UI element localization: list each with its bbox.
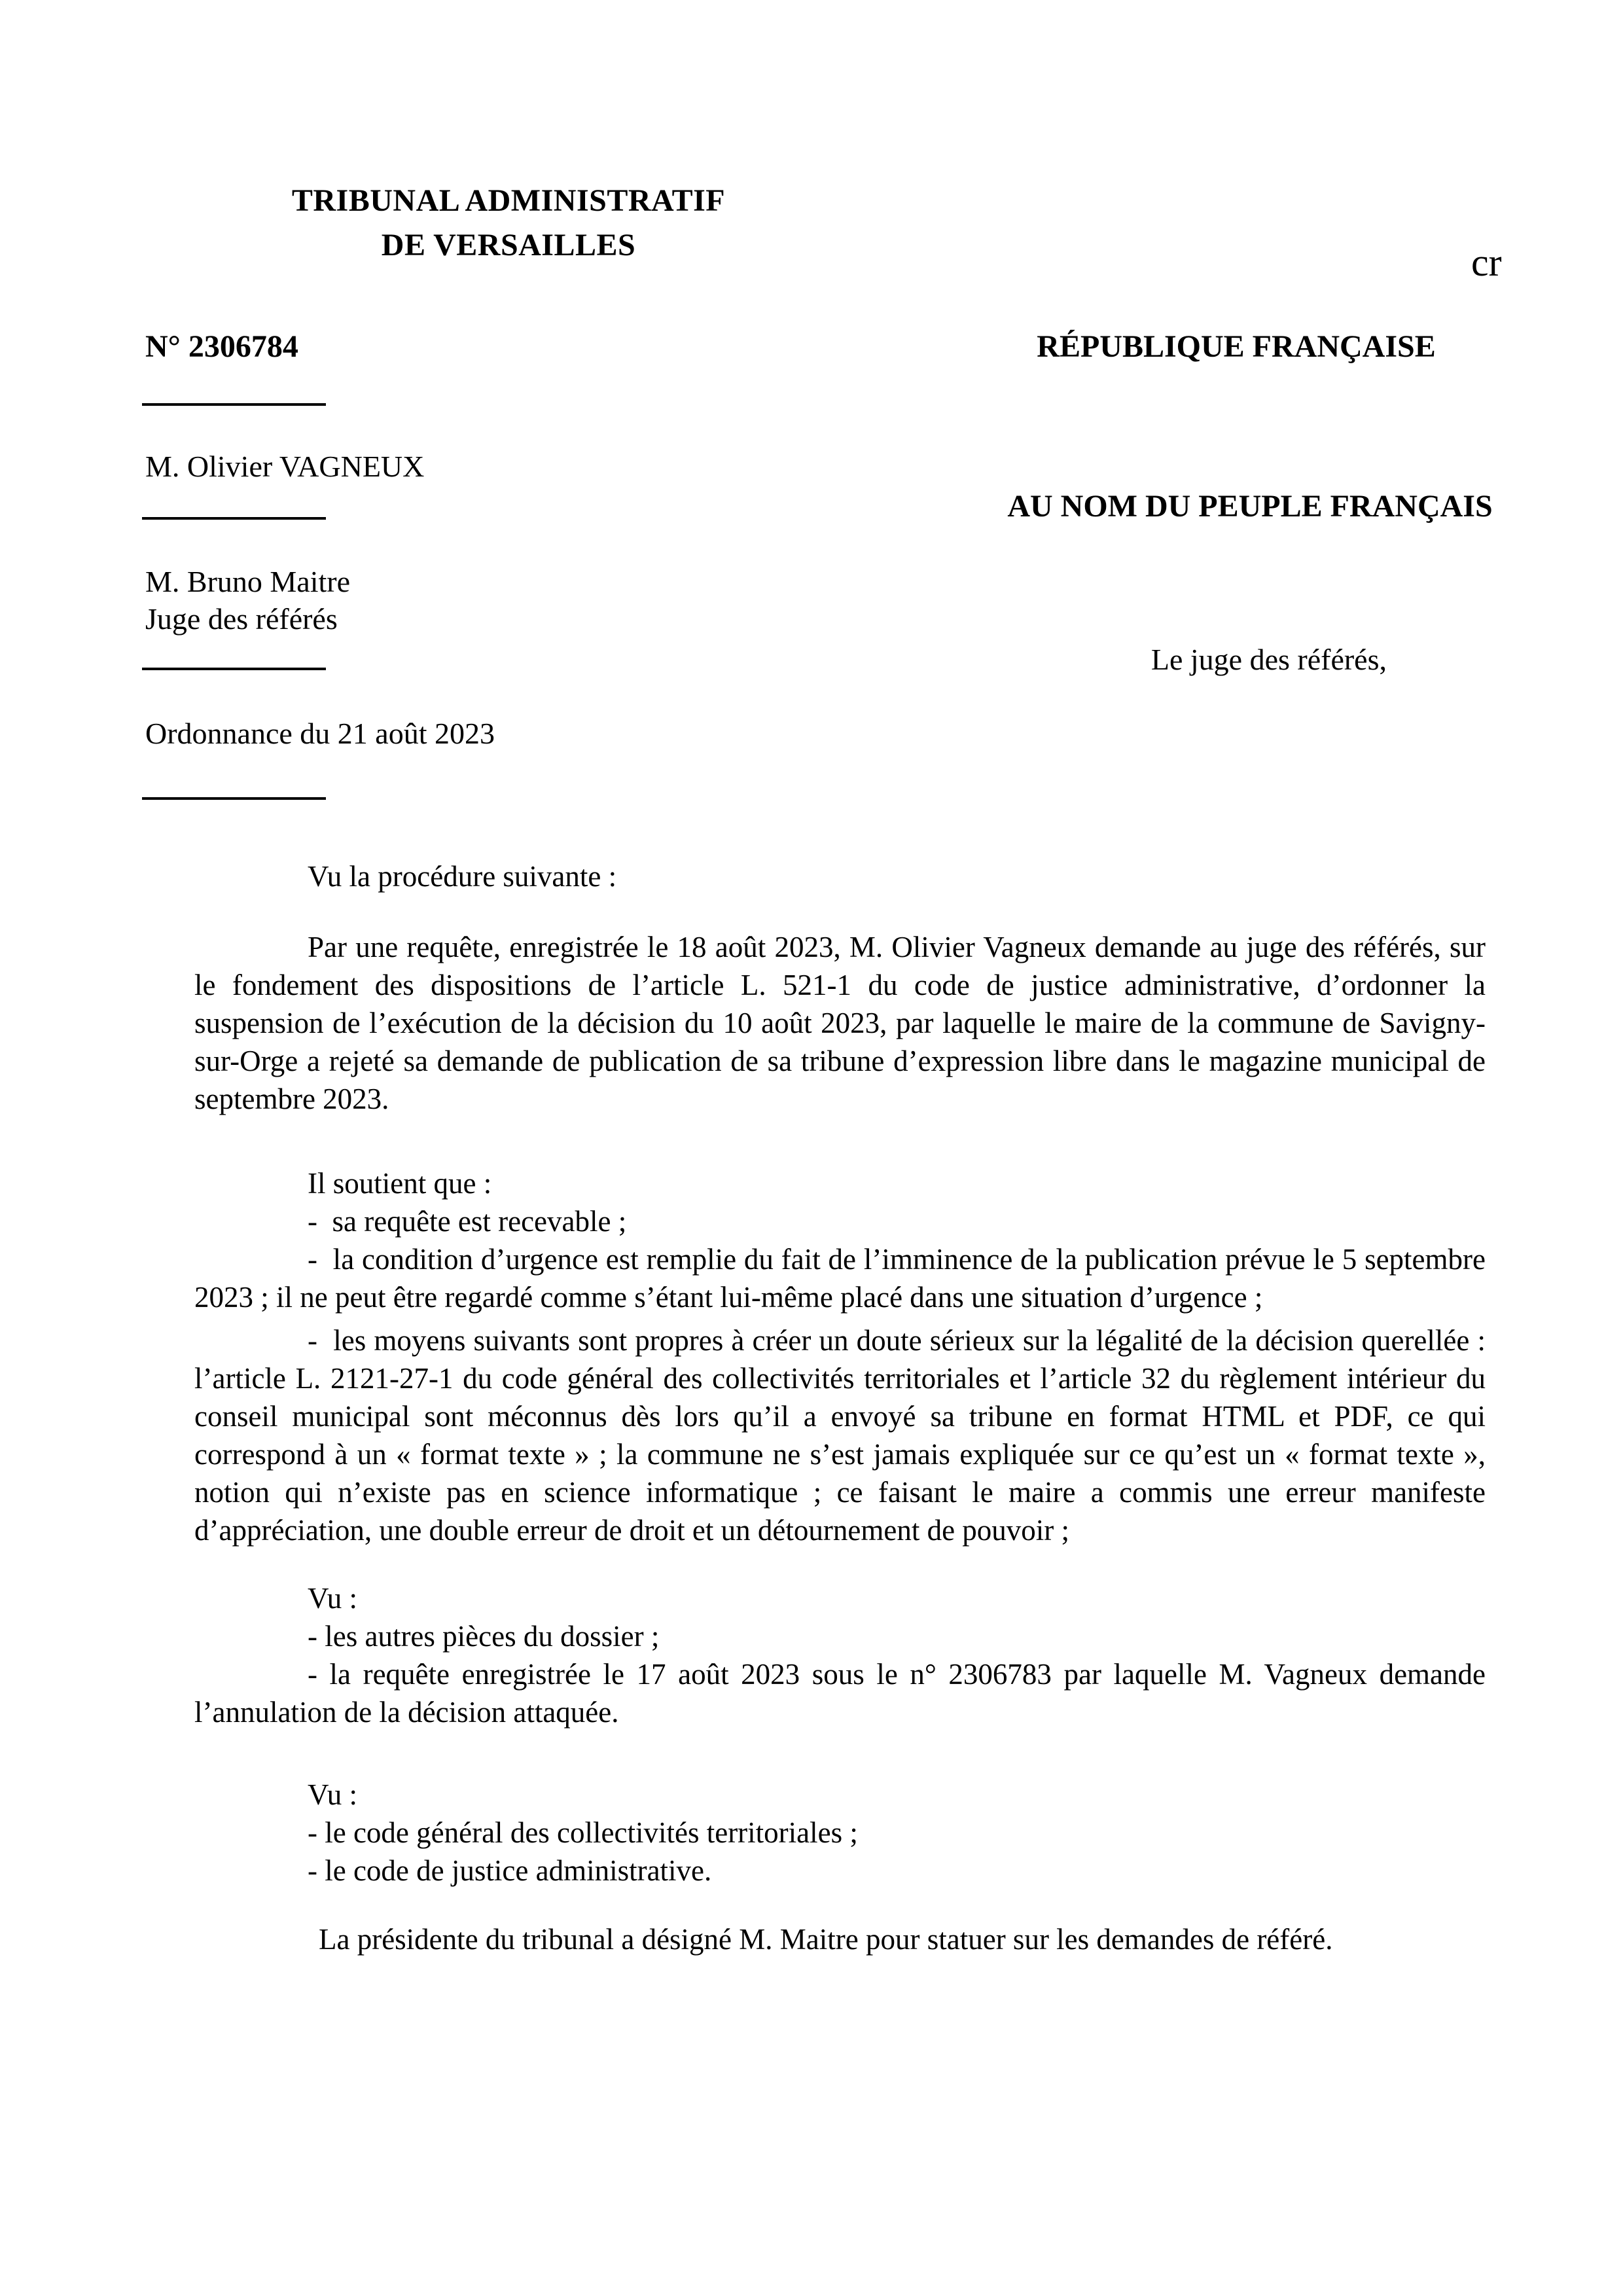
judge-title: Juge des référés [145,602,338,636]
court-name [194,179,823,268]
list-item: - les moyens suivants sont propres à créer un doute sérieux sur la légalité de la décision querellée : l’article L. 2121-27-1 du code général des collectivités territoriales et l’article 32 du règlement intérieur du conseil municipal sont méconnus dès lors qu’il a envoyé sa tribune en format HTML et PDF, ce qui correspond à un « format texte » ; la commune ne s’est jamais expliquée sur ce qu’est un « format texte », notion qui n’existe pas en science informatique ; ce faisant le maire a commis une erreur manifeste d’appréciation, une double erreur de droit et un détournement de pouvoir ; [194,1324,1486,1547]
list-item: - la requête enregistrée le 17 août 2023 sous le n° 2306783 par laquelle M. Vagneux demande l’annulation de la décision attaquée. [194,1658,1486,1729]
republic-header: RÉPUBLIQUE FRANÇAISE [1037,329,1436,364]
separator-line [142,403,326,406]
list-item: - sa requête est recevable ; [308,1205,627,1238]
vu-heading: Vu : [308,1778,358,1811]
vu-heading: Vu : [308,1582,358,1615]
separator-line [142,797,326,800]
procedure-heading: Vu la procédure suivante : [308,860,617,893]
list-item: - la condition d’urgence est remplie du fait de l’imminence de la publication prévue le 5 septembre 2023 ; il ne peut être regardé comme s’étant lui-même placé dans une situation d’urgence ; [194,1243,1486,1314]
separator-line [142,668,326,670]
list-item: - le code général des collectivités territoriales ; [308,1816,858,1849]
paragraph: Par une requête, enregistrée le 18 août 2023, M. Olivier Vagneux demande au juge des référés, sur le fondement des dispositions de l’article L. 521-1 du code de justice administrative, d’ordonner la suspension de l’exécution de la décision du 10 août 2023, par laquelle le maire de la commune de Savigny-sur-Orge a rejeté sa demande de publication de sa tribune d’expression libre dans le magazine municipal de septembre 2023. [194,931,1486,1115]
order-body [194,857,1486,1958]
designation-paragraph: La présidente du tribunal a désigné M. Maitre pour statuer sur les demandes de référé. [319,1923,1333,1956]
case-number: N° 2306784 [145,329,298,364]
court-name-line2: DE VERSAILLES [381,228,636,262]
claims-heading: Il soutient que : [308,1167,492,1200]
order-date: Ordonnance du 21 août 2023 [145,717,495,750]
court-name-line1: TRIBUNAL ADMINISTRATIF [291,183,726,218]
people-header: AU NOM DU PEUPLE FRANÇAIS [1007,489,1493,524]
judge-name: M. Bruno Maitre [145,565,351,598]
applicant-name: M. Olivier VAGNEUX [145,450,425,483]
separator-line [142,517,326,520]
list-item: - le code de justice administrative. [308,1854,712,1887]
list-item: - les autres pièces du dossier ; [308,1620,660,1653]
judge-salutation: Le juge des référés, [1150,643,1387,676]
handwritten-initials: cr [1471,241,1502,284]
